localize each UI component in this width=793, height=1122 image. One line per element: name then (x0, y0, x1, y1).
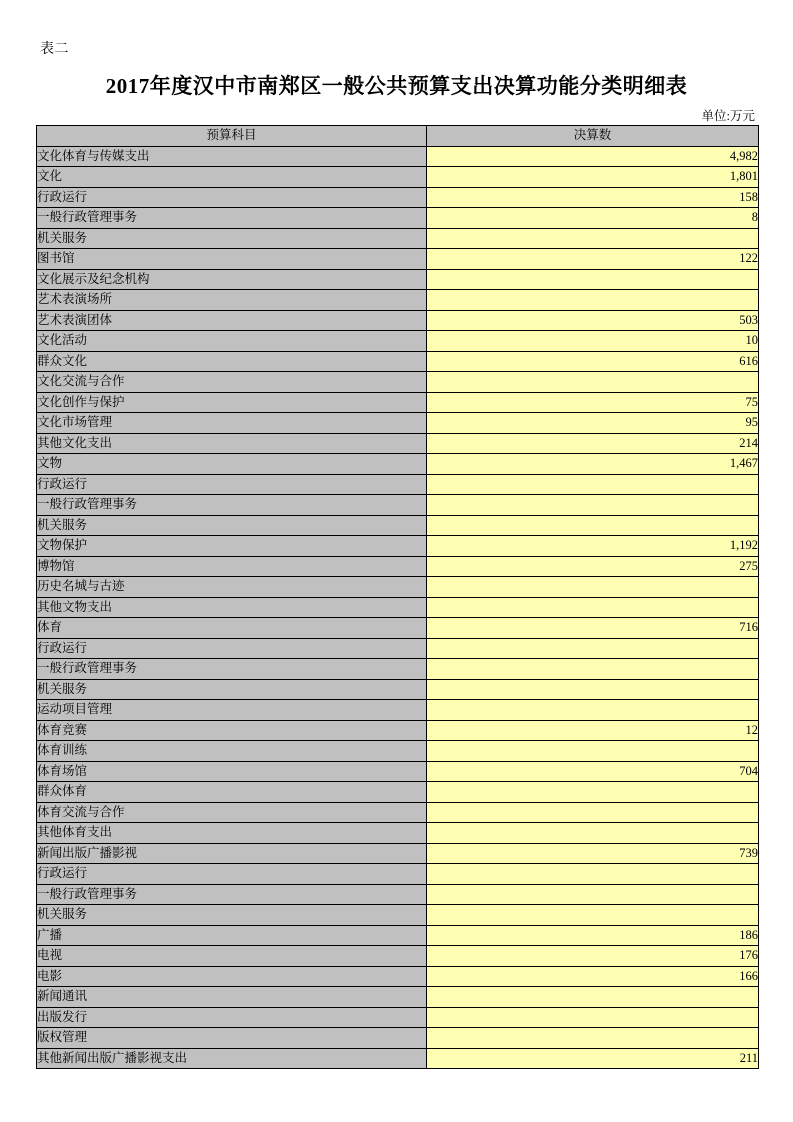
row-label: 文化 (37, 167, 427, 188)
row-label: 文物 (37, 454, 427, 475)
table-row (37, 700, 759, 721)
table-row (37, 515, 759, 536)
row-value: 75 (427, 392, 759, 413)
row-label: 文化市场管理 (37, 413, 427, 434)
row-label: 出版发行 (37, 1007, 427, 1028)
row-label: 艺术表演场所 (37, 290, 427, 311)
budget-table (36, 125, 759, 1069)
row-label: 文物保护 (37, 536, 427, 557)
row-value (427, 474, 759, 495)
table-row (37, 597, 759, 618)
row-label: 文化交流与合作 (37, 372, 427, 393)
table-row (37, 966, 759, 987)
page-title: 2017年度汉中市南郑区一般公共预算支出决算功能分类明细表 (105, 74, 688, 98)
row-label: 艺术表演团体 (37, 310, 427, 331)
row-value: 158 (427, 187, 759, 208)
row-value (427, 987, 759, 1008)
table-row (37, 802, 759, 823)
row-value: 214 (427, 433, 759, 454)
row-label: 体育训练 (37, 741, 427, 762)
row-label: 一般行政管理事务 (37, 495, 427, 516)
row-label: 群众体育 (37, 782, 427, 803)
row-label: 行政运行 (37, 638, 427, 659)
row-value (427, 269, 759, 290)
row-label: 行政运行 (37, 187, 427, 208)
row-value: 1,801 (427, 167, 759, 188)
table-body (37, 146, 759, 1069)
row-value (427, 741, 759, 762)
row-value (427, 515, 759, 536)
row-value: 176 (427, 946, 759, 967)
row-label: 电影 (37, 966, 427, 987)
table-row (37, 269, 759, 290)
row-value: 503 (427, 310, 759, 331)
table-row (37, 1007, 759, 1028)
table-row (37, 146, 759, 167)
row-label: 图书馆 (37, 249, 427, 270)
table-row (37, 167, 759, 188)
row-label: 机关服务 (37, 905, 427, 926)
table-row (37, 761, 759, 782)
table-row (37, 433, 759, 454)
row-label: 文化创作与保护 (37, 392, 427, 413)
row-value (427, 290, 759, 311)
row-value: 12 (427, 720, 759, 741)
table-row (37, 577, 759, 598)
row-label: 博物馆 (37, 556, 427, 577)
column-header-subject: 预算科目 (37, 126, 427, 147)
row-value: 1,192 (427, 536, 759, 557)
row-label: 体育 (37, 618, 427, 639)
table-row (37, 208, 759, 229)
row-label: 其他文物支出 (37, 597, 427, 618)
table-row (37, 556, 759, 577)
row-label: 一般行政管理事务 (37, 208, 427, 229)
row-label: 文化活动 (37, 331, 427, 352)
table-row (37, 946, 759, 967)
table-row (37, 310, 759, 331)
row-value: 122 (427, 249, 759, 270)
table-row (37, 987, 759, 1008)
row-label: 其他体育支出 (37, 823, 427, 844)
row-value: 716 (427, 618, 759, 639)
table-row (37, 331, 759, 352)
table-row (37, 925, 759, 946)
table-row (37, 474, 759, 495)
table-row (37, 228, 759, 249)
row-value (427, 659, 759, 680)
row-label: 历史名城与古迹 (37, 577, 427, 598)
unit-note: 单位:万元 (701, 109, 755, 123)
row-value (427, 864, 759, 885)
table-row (37, 495, 759, 516)
row-value (427, 495, 759, 516)
row-value: 739 (427, 843, 759, 864)
row-label: 体育竞赛 (37, 720, 427, 741)
row-value (427, 884, 759, 905)
table-row (37, 638, 759, 659)
row-value: 8 (427, 208, 759, 229)
table-row (37, 679, 759, 700)
row-label: 其他新闻出版广播影视支出 (37, 1048, 427, 1069)
table-row (37, 659, 759, 680)
table-row (37, 905, 759, 926)
row-label: 电视 (37, 946, 427, 967)
row-label: 广播 (37, 925, 427, 946)
sheet-label: 表二 (40, 42, 69, 57)
table-row (37, 843, 759, 864)
row-label: 一般行政管理事务 (37, 884, 427, 905)
row-label: 新闻出版广播影视 (37, 843, 427, 864)
row-value: 186 (427, 925, 759, 946)
row-label: 运动项目管理 (37, 700, 427, 721)
row-label: 新闻通讯 (37, 987, 427, 1008)
row-value (427, 700, 759, 721)
row-value (427, 597, 759, 618)
row-value: 1,467 (427, 454, 759, 475)
row-value (427, 782, 759, 803)
row-value (427, 577, 759, 598)
row-label: 体育场馆 (37, 761, 427, 782)
table-row (37, 884, 759, 905)
table-row (37, 720, 759, 741)
table-row (37, 536, 759, 557)
table-row (37, 864, 759, 885)
row-label: 机关服务 (37, 515, 427, 536)
table-row (37, 618, 759, 639)
row-value: 211 (427, 1048, 759, 1069)
table-row (37, 454, 759, 475)
row-label: 群众文化 (37, 351, 427, 372)
row-value (427, 823, 759, 844)
table-row (37, 290, 759, 311)
table-row (37, 187, 759, 208)
row-label: 一般行政管理事务 (37, 659, 427, 680)
row-value: 616 (427, 351, 759, 372)
table-row (37, 249, 759, 270)
row-value: 10 (427, 331, 759, 352)
row-value (427, 1028, 759, 1049)
row-value (427, 905, 759, 926)
row-label: 行政运行 (37, 864, 427, 885)
row-value: 275 (427, 556, 759, 577)
row-value (427, 802, 759, 823)
table-row (37, 741, 759, 762)
table-row (37, 351, 759, 372)
table-row (37, 413, 759, 434)
row-value (427, 228, 759, 249)
table-row (37, 1028, 759, 1049)
row-label: 机关服务 (37, 679, 427, 700)
row-label: 行政运行 (37, 474, 427, 495)
table-row (37, 392, 759, 413)
row-value (427, 679, 759, 700)
row-value: 95 (427, 413, 759, 434)
row-label: 版权管理 (37, 1028, 427, 1049)
row-value: 166 (427, 966, 759, 987)
table-header-row (37, 126, 759, 147)
table-row (37, 823, 759, 844)
row-label: 其他文化支出 (37, 433, 427, 454)
row-value (427, 638, 759, 659)
row-label: 机关服务 (37, 228, 427, 249)
table-row (37, 1048, 759, 1069)
row-value (427, 372, 759, 393)
table-row (37, 372, 759, 393)
row-label: 体育交流与合作 (37, 802, 427, 823)
column-header-final: 决算数 (427, 126, 759, 147)
row-value: 704 (427, 761, 759, 782)
row-value (427, 1007, 759, 1028)
row-value: 4,982 (427, 146, 759, 167)
row-label: 文化展示及纪念机构 (37, 269, 427, 290)
row-label: 文化体育与传媒支出 (37, 146, 427, 167)
table-row (37, 782, 759, 803)
